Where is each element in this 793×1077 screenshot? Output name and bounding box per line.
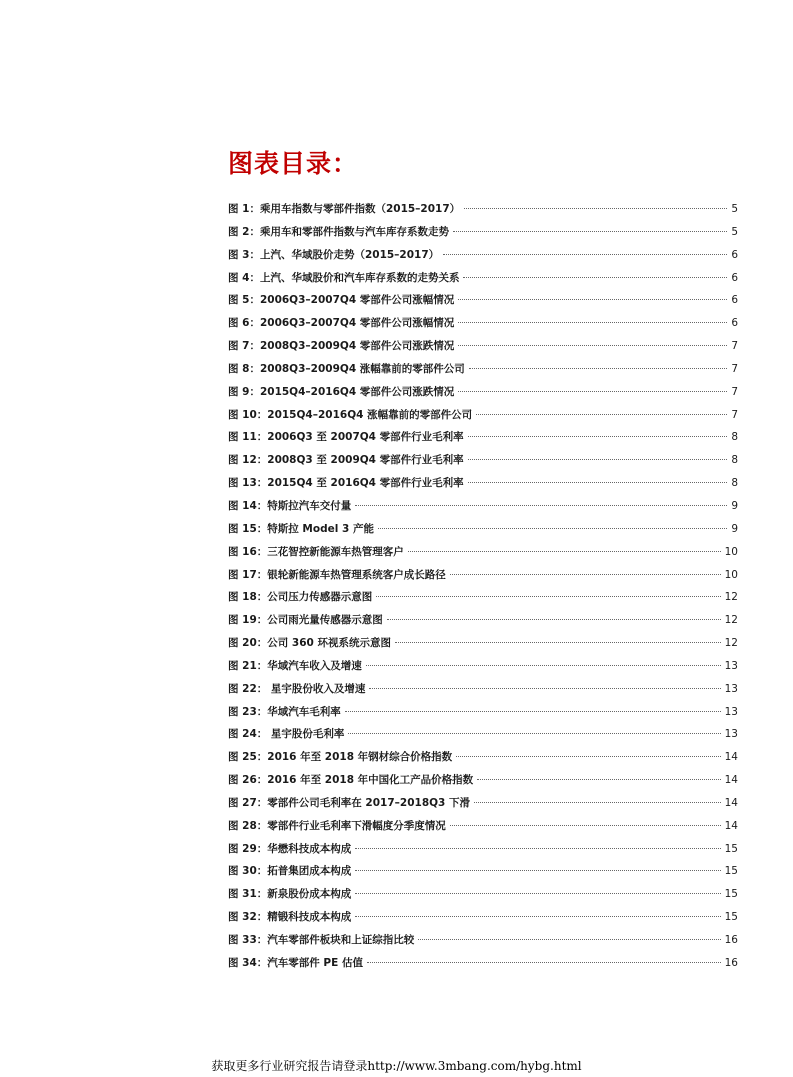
toc-entry[interactable] [228,863,738,886]
toc-entry[interactable] [228,247,738,270]
toc-dot-leader [408,551,721,552]
toc-dot-leader [468,482,728,483]
toc-entry[interactable] [228,407,738,430]
toc-dot-leader [453,231,727,232]
toc-entry-page-number: 8 [731,454,738,467]
toc-entry-label: 图 24： 星宇股份毛利率 [228,728,345,741]
toc-entry-label: 图 28：零部件行业毛利率下滑幅度分季度情况 [228,819,446,832]
toc-entry[interactable] [228,704,738,727]
toc-entry[interactable] [228,475,738,498]
toc-dot-leader [355,916,720,917]
toc-dot-leader [450,825,721,826]
toc-entry-page-number: 13 [724,682,738,695]
toc-title: 图表目录： [228,149,359,178]
toc-entry-page-number: 13 [724,705,738,718]
toc-entry-page-number: 8 [731,431,738,444]
toc-dot-leader [395,642,721,643]
toc-entry-label: 图 10：2015Q4–2016Q4 涨幅靠前的零部件公司 [228,408,473,421]
toc-entry-page-number: 6 [731,271,738,284]
toc-entry-label: 图 25：2016 年至 2018 年钢材综合价格指数 [228,751,453,764]
toc-entry-label: 图 18：公司压力传感器示意图 [228,591,373,604]
toc-entry-label: 图 1：乘用车指数与零部件指数（2015–2017） [228,203,461,215]
toc-entry-label: 图 33：汽车零部件板块和上证综指比较 [228,934,415,946]
toc-entry-label: 图 30：拓普集团成本构成 [228,865,352,878]
toc-entry-label: 图 7：2008Q3–2009Q4 零部件公司涨跌情况 [228,340,455,353]
toc-entry-label: 图 20：公司 360 环视系统示意图 [228,637,391,650]
toc-entry-page-number: 6 [731,317,738,330]
toc-entry[interactable] [228,429,738,452]
toc-entry-page-number: 7 [731,362,738,375]
toc-entry[interactable] [228,795,738,818]
toc-entry-label: 图 2：乘用车和零部件指数与汽车库存系数走势 [228,225,449,238]
toc-entry[interactable] [228,658,738,681]
toc-dot-leader [367,962,721,963]
toc-dot-leader [443,254,727,255]
toc-entry-label: 图 9：2015Q4–2016Q4 零部件公司涨跌情况 [228,385,455,398]
toc-entry-label: 图 34：汽车零部件 PE 估值 [228,956,363,969]
toc-dot-leader [369,688,720,689]
toc-entry-label: 图 3：上汽、华域股价走势（2015–2017） [228,248,440,261]
toc-dot-leader [458,391,727,392]
toc-entry[interactable] [228,909,738,932]
toc-dot-leader [458,322,727,323]
toc-entry-page-number: 8 [731,477,738,490]
toc-entry-page-number: 15 [724,888,738,901]
toc-dot-leader [458,345,727,346]
toc-dot-leader [477,779,720,780]
toc-entry-label: 图 21：华域汽车收入及增速 [228,659,362,672]
toc-entry-page-number: 9 [731,522,738,535]
toc-entry[interactable] [228,498,738,521]
toc-entry-page-number: 12 [724,637,738,650]
toc-entry[interactable] [228,270,738,293]
toc-dot-leader [463,277,727,278]
toc-entry[interactable] [228,224,738,247]
toc-entry-label: 图 11：2006Q3 至 2007Q4 零部件行业毛利率 [228,431,464,444]
toc-dot-leader [450,574,721,575]
toc-dot-leader [468,459,728,460]
toc-entry[interactable] [228,726,738,749]
toc-entry[interactable] [228,338,738,361]
toc-entry-page-number: 14 [724,819,738,832]
toc-entry-label: 图 22： 星宇股份收入及增速 [228,682,366,695]
toc-entry-page-number: 16 [724,934,738,946]
toc-dot-leader [345,711,721,712]
toc-entry[interactable] [228,749,738,772]
toc-entry-page-number: 10 [724,568,738,581]
toc-dot-leader [366,665,721,666]
toc-dot-leader [456,756,720,757]
toc-entry-page-number: 15 [724,911,738,924]
toc-dot-leader [355,848,720,849]
toc-entry[interactable] [228,384,738,407]
toc-entry[interactable] [228,612,738,635]
toc-entry[interactable] [228,292,738,315]
toc-entry-label: 图 29：华懋科技成本构成 [228,842,352,855]
toc-entry[interactable] [228,544,738,567]
toc-dot-leader [458,299,727,300]
toc-dot-leader [355,893,720,894]
toc-entry-label: 图 12：2008Q3 至 2009Q4 零部件行业毛利率 [228,454,464,467]
toc-entry-page-number: 15 [724,865,738,878]
toc-entry-page-number: 10 [724,545,738,558]
toc-entry-label: 图 6：2006Q3–2007Q4 零部件公司涨幅情况 [228,317,455,330]
toc-entry-label: 图 19：公司雨光量传感器示意图 [228,614,383,627]
toc-entry-page-number: 5 [731,225,738,238]
toc-entry-page-number: 14 [724,751,738,764]
toc-entry-page-number: 16 [724,956,738,969]
toc-entry-page-number: 12 [724,614,738,627]
toc-dot-leader [474,802,721,803]
toc-dot-leader [378,528,727,529]
toc-entry[interactable] [228,315,738,338]
toc-dot-leader [376,596,720,597]
toc-entry[interactable] [228,681,738,704]
toc-dot-leader [464,208,727,209]
toc-entry-label: 图 5：2006Q3–2007Q4 零部件公司涨幅情况 [228,294,455,307]
toc-entry[interactable] [228,361,738,384]
toc-entry[interactable] [228,452,738,475]
toc-entry-label: 图 4：上汽、华域股价和汽车库存系数的走势关系 [228,271,460,284]
toc-entry-page-number: 12 [724,591,738,604]
toc-entry-page-number: 6 [731,248,738,261]
toc-entry[interactable] [228,886,738,909]
toc-entry-page-number: 13 [724,659,738,672]
toc-list [228,201,738,978]
toc-entry[interactable] [228,772,738,795]
toc-dot-leader [355,870,720,871]
toc-entry-page-number: 6 [731,294,738,307]
toc-entry[interactable] [228,818,738,841]
toc-entry-label: 图 26：2016 年至 2018 年中国化工产品价格指数 [228,774,474,787]
toc-entry-label: 图 27：零部件公司毛利率在 2017–2018Q3 下滑 [228,796,471,809]
toc-entry-page-number: 14 [724,774,738,787]
toc-entry-page-number: 7 [731,408,738,421]
toc-dot-leader [418,939,720,940]
toc-entry[interactable] [228,589,738,612]
toc-entry-label: 图 8：2008Q3–2009Q4 涨幅靠前的零部件公司 [228,362,465,375]
toc-entry[interactable] [228,635,738,658]
toc-entry[interactable] [228,841,738,864]
toc-entry-label: 图 23：华域汽车毛利率 [228,705,341,718]
toc-entry-label: 图 15：特斯拉 Model 3 产能 [228,522,374,535]
toc-entry-label: 图 32：精锻科技成本构成 [228,911,352,924]
footer-link-text[interactable]: 获取更多行业研究报告请登录http://www.3mbang.com/hybg.html [211,1059,582,1073]
toc-entry-label: 图 17：银轮新能源车热管理系统客户成长路径 [228,568,446,581]
toc-entry-page-number: 7 [731,385,738,398]
toc-entry-page-number: 7 [731,340,738,353]
toc-dot-leader [387,619,721,620]
toc-entry-page-number: 5 [731,203,738,215]
toc-entry-label: 图 13：2015Q4 至 2016Q4 零部件行业毛利率 [228,477,464,490]
toc-entry[interactable] [228,932,738,955]
toc-entry[interactable] [228,521,738,544]
toc-entry-page-number: 14 [724,796,738,809]
toc-entry-page-number: 9 [731,499,738,512]
toc-entry[interactable] [228,567,738,590]
toc-entry-label: 图 14：特斯拉汽车交付量 [228,499,352,512]
toc-entry[interactable] [228,955,738,978]
toc-dot-leader [355,505,727,506]
toc-entry-page-number: 15 [724,842,738,855]
toc-entry[interactable] [228,201,738,224]
toc-entry-label: 图 31：新泉股份成本构成 [228,888,352,901]
toc-dot-leader [348,733,720,734]
toc-dot-leader [468,436,728,437]
toc-entry-page-number: 13 [724,728,738,741]
toc-dot-leader [469,368,728,369]
toc-dot-leader [476,414,727,415]
toc-entry-label: 图 16：三花智控新能源车热管理客户 [228,545,404,558]
